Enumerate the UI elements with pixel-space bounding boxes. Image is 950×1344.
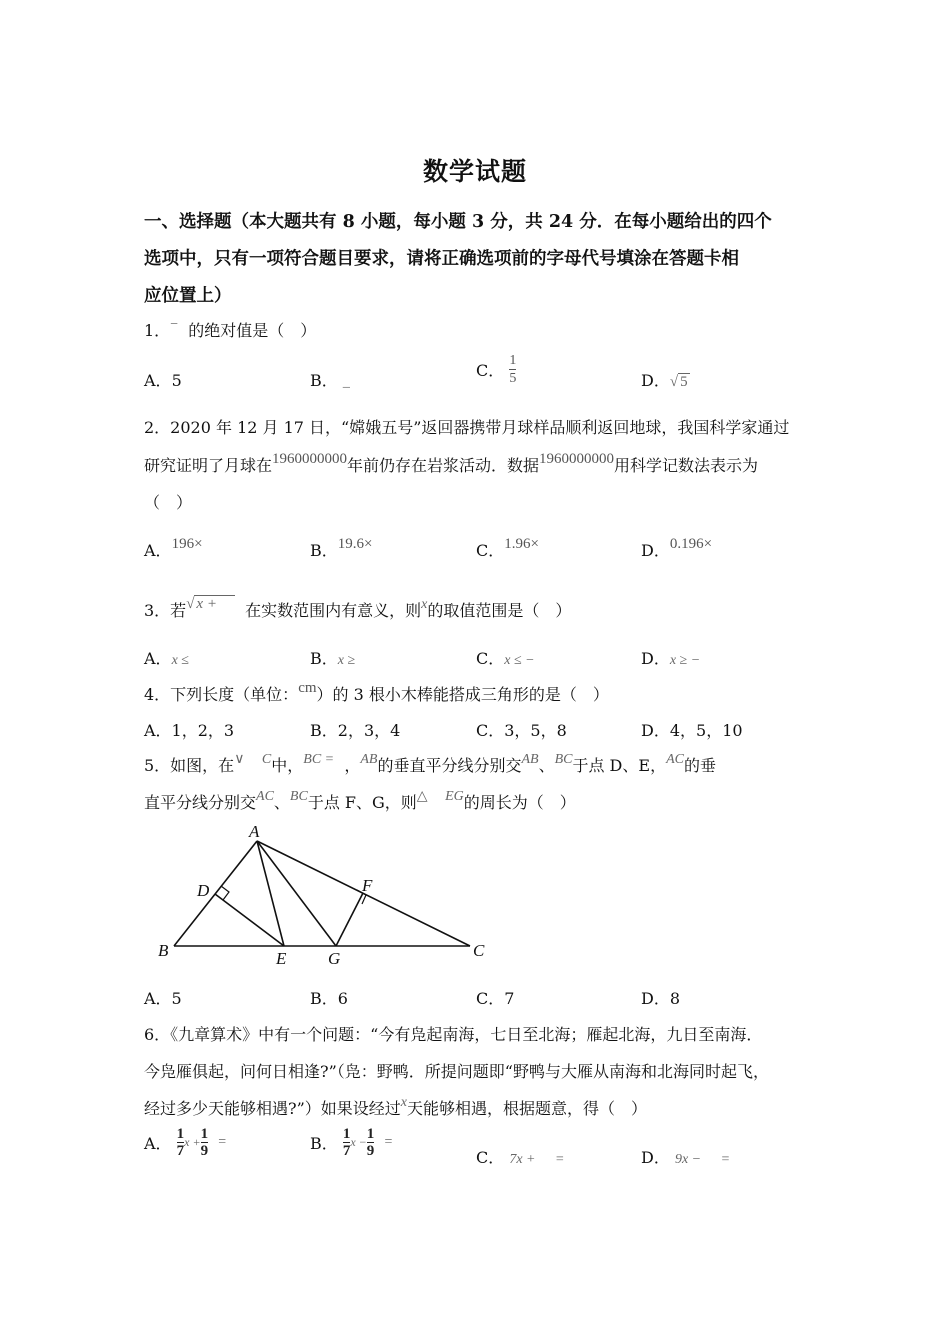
question-2-line1: 2．2020 年 12 月 17 日，“嫦娥五号”返回器携带月球样品顺利返回地球，我国科学家通过 [144,418,790,437]
question-1: 1．− 的绝对值是（ ） [144,317,317,340]
label-g: G [328,949,341,968]
q5-option-b: B．6 [310,989,348,1008]
q2-option-c: C．1.96× [476,536,539,560]
q5-option-a: A．5 [144,989,182,1008]
question-5-line1: 5．如图，在∨ C中，BC = ，AB的垂直平分线分别交AB、BC于点 D、E，AC的垂 [144,752,716,775]
q3-option-a: A．x ≤ [144,649,189,668]
q3-sqrt: √ x + [186,596,235,612]
question-2-line3: （ ） [144,493,193,512]
segment-ae [257,841,284,946]
q6-option-d: D． 9x − = [641,1148,730,1167]
q1-fraction: $\frac{1}{5}$ [509,353,517,386]
section-heading-line3: 应位置上） [144,286,232,306]
segment-de [215,894,284,946]
q4-option-a: A．1，2，3 [144,721,235,740]
q6-option-b: B． $\frac{1}{7}$ $x -\frac{1}{9}$ = [310,1126,393,1159]
label-c: C [473,941,485,960]
q5-option-c: C．7 [476,989,515,1008]
q1-math: − [170,317,179,332]
q4-option-c: C．3，5，8 [476,721,567,740]
section-heading-line2: 选项中，只有一项符合题目要求，请将正确选项前的字母代号填涂在答题卡相 [144,249,739,269]
q4-option-d: D．4，5，10 [641,721,743,740]
q3-option-b: B．x ≥ [310,649,356,668]
question-2-line2: 研究证明了月球在1960000000年前仍存在岩浆活动．数据1960000000用科学记数法表示为 [144,451,759,475]
q4-option-b: B．2，3，4 [310,721,401,740]
segment-fg [336,893,363,946]
q1-option-d: D．√ 5 [641,371,688,390]
q3-option-c: C．x ≤ − [476,649,535,668]
label-d: D [197,881,210,900]
q6-option-a: A． $\frac{1}{7}$ $x +\frac{1}{9}$ = [144,1126,227,1159]
question-3: 3．若√ x + 在实数范围内有意义，则x的取值范围是（ ） [144,596,572,620]
right-angle-d [221,886,229,900]
label-b: B [158,941,169,960]
page-title: 数学试题 [422,157,527,186]
q2-option-d: D．0.196× [641,536,713,560]
question-6-line3: 经过多少天能够相遇?”）如果设经过x天能够相遇，根据题意，得（ ） [144,1095,647,1118]
q3-option-d: D．x ≥ − [641,649,701,668]
question-5-line2: 直平分线分别交AC、BC于点 F、G，则△ EG的周长为（ ） [144,789,576,812]
question-6-line2: 今凫雁俱起，问何日相逢?”（凫：野鸭．所提问题即“野鸭与大雁从南海和北海同时起飞， [144,1062,769,1081]
segment-ag [257,841,336,946]
q2-option-b: B．19.6× [310,536,373,560]
q6-option-c: C． 7x + = [476,1148,564,1167]
q2-option-a: A．196× [144,536,203,560]
q1-option-b: B． _ [310,371,350,390]
q1-option-a: A．5 [144,371,182,390]
label-f: F [362,876,373,895]
triangle-figure [150,820,500,970]
section-heading-line1: 一、选择题（本大题共有 8 小题，每小题 3 分，共 24 分．在每小题给出的四个 [144,212,772,232]
label-a: A [249,822,260,841]
label-e: E [276,949,287,968]
q1-option-c: C． $\frac{1}{5}$ [476,353,517,386]
question-6-line1: 6．《九章算术》中有一个问题：“今有凫起南海，七日至北海；雁起北海，九日至南海． [144,1025,763,1044]
question-4: 4．下列长度（单位：cm）的 3 根小木棒能搭成三角形的是（ ） [144,680,609,704]
q5-option-d: D．8 [641,989,681,1008]
